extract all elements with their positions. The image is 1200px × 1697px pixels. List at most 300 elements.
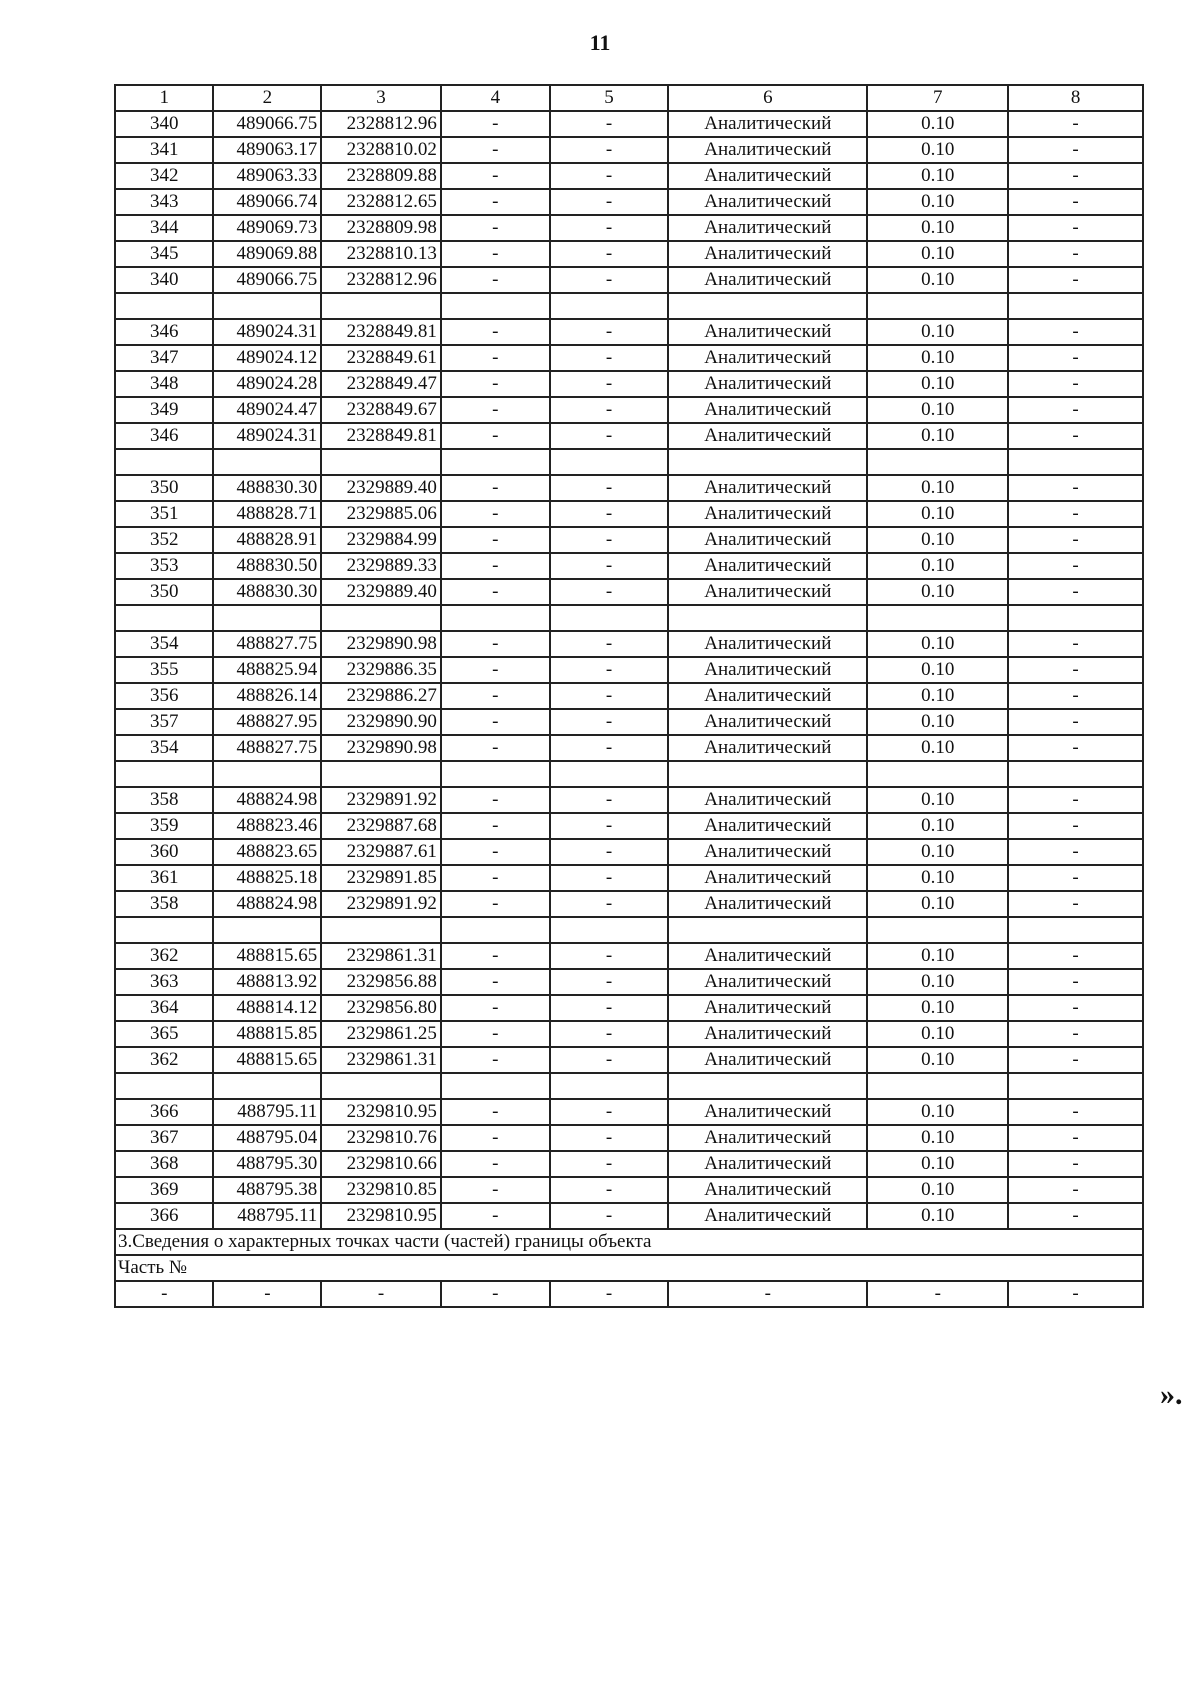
table-cell: Аналитический: [668, 1099, 867, 1125]
table-cell: -: [550, 683, 668, 709]
table-cell: Аналитический: [668, 1177, 867, 1203]
table-cell: Аналитический: [668, 1047, 867, 1073]
table-cell: -: [1008, 111, 1143, 137]
table-cell: -: [441, 943, 550, 969]
column-header: 3: [321, 85, 441, 111]
table-cell: 0.10: [867, 579, 1008, 605]
table-cell: Аналитический: [668, 215, 867, 241]
table-cell: 0.10: [867, 241, 1008, 267]
table-cell: -: [1008, 891, 1143, 917]
table-cell: 0.10: [867, 631, 1008, 657]
table-cell: [550, 605, 668, 631]
table-cell: 365: [115, 1021, 213, 1047]
table-cell: -: [1008, 683, 1143, 709]
table-cell: -: [1008, 735, 1143, 761]
table-cell: -: [550, 423, 668, 449]
table-cell: 0.10: [867, 1125, 1008, 1151]
table-cell: -: [550, 865, 668, 891]
table-cell: -: [1008, 813, 1143, 839]
table-cell: -: [1008, 241, 1143, 267]
table-cell: -: [550, 163, 668, 189]
separator-row: [115, 605, 1143, 631]
table-cell: 341: [115, 137, 213, 163]
table-cell: -: [1008, 657, 1143, 683]
table-cell: -: [1008, 397, 1143, 423]
page-number: 11: [589, 30, 611, 55]
table-cell: [1008, 605, 1143, 631]
table-cell: 488815.85: [213, 1021, 321, 1047]
table-cell: [441, 1073, 550, 1099]
table-cell: [441, 917, 550, 943]
table-cell: 2329885.06: [321, 501, 441, 527]
table-cell: -: [441, 397, 550, 423]
table-cell: 488795.38: [213, 1177, 321, 1203]
table-cell: -: [1008, 969, 1143, 995]
table-cell: 489066.75: [213, 267, 321, 293]
table-cell: -: [441, 475, 550, 501]
table-cell: 342: [115, 163, 213, 189]
table-cell: 488828.71: [213, 501, 321, 527]
table-row: [115, 943, 1143, 969]
table-cell: Аналитический: [668, 657, 867, 683]
table-cell: -: [441, 111, 550, 137]
table-cell: 2328849.67: [321, 397, 441, 423]
table-cell: -: [550, 345, 668, 371]
table-row: [115, 319, 1143, 345]
table-cell: 488795.04: [213, 1125, 321, 1151]
table-cell: 368: [115, 1151, 213, 1177]
table-cell: Аналитический: [668, 579, 867, 605]
table-cell: -: [550, 1099, 668, 1125]
table-cell: 0.10: [867, 969, 1008, 995]
table-cell: 340: [115, 111, 213, 137]
header-row: [115, 85, 1143, 111]
table-cell: -: [1008, 423, 1143, 449]
table-cell: -: [1008, 319, 1143, 345]
table-cell: Аналитический: [668, 969, 867, 995]
table-cell: 0.10: [867, 813, 1008, 839]
table-cell: 0.10: [867, 397, 1008, 423]
table-cell: 489063.17: [213, 137, 321, 163]
table-cell: 488828.91: [213, 527, 321, 553]
table-cell: -: [441, 345, 550, 371]
table-row: [115, 709, 1143, 735]
table-cell: -: [441, 1151, 550, 1177]
table-cell: 0.10: [867, 111, 1008, 137]
table-cell: 2329887.68: [321, 813, 441, 839]
table-cell: -: [550, 657, 668, 683]
table-cell: 2329891.85: [321, 865, 441, 891]
table-cell: 2329810.95: [321, 1099, 441, 1125]
table-cell: 489066.75: [213, 111, 321, 137]
separator-row: [115, 293, 1143, 319]
table-cell: -: [441, 1047, 550, 1073]
table-cell: Аналитический: [668, 189, 867, 215]
table-cell: 2329861.25: [321, 1021, 441, 1047]
table-row: [115, 1125, 1143, 1151]
table-cell: -: [441, 1021, 550, 1047]
table-cell: 358: [115, 787, 213, 813]
table-cell: Аналитический: [668, 241, 867, 267]
table-cell: 0.10: [867, 501, 1008, 527]
table-cell: -: [1008, 631, 1143, 657]
table-cell: -: [441, 189, 550, 215]
table-cell: 488815.65: [213, 1047, 321, 1073]
table-cell: Аналитический: [668, 527, 867, 553]
table-cell: 0.10: [867, 683, 1008, 709]
table-cell: Аналитический: [668, 501, 867, 527]
table-cell: [441, 605, 550, 631]
table-cell: 488827.95: [213, 709, 321, 735]
table-cell: 0.10: [867, 319, 1008, 345]
table-cell: -: [441, 215, 550, 241]
table-row: [115, 371, 1143, 397]
table-row: [115, 735, 1143, 761]
table-cell: 488823.65: [213, 839, 321, 865]
table-row: [115, 969, 1143, 995]
table-cell: -: [550, 215, 668, 241]
table-cell: 489066.74: [213, 189, 321, 215]
table-cell: -: [1008, 995, 1143, 1021]
column-header: 8: [1008, 85, 1143, 111]
table-cell: -: [1008, 1203, 1143, 1229]
table-cell: 0.10: [867, 865, 1008, 891]
table-cell: 0.10: [867, 423, 1008, 449]
table-cell: [668, 449, 867, 475]
table-cell: 0.10: [867, 371, 1008, 397]
table-row: [115, 163, 1143, 189]
table-cell: -: [441, 683, 550, 709]
table-cell: [867, 761, 1008, 787]
table-cell: 0.10: [867, 553, 1008, 579]
table-cell: 340: [115, 267, 213, 293]
table-cell: 488824.98: [213, 891, 321, 917]
table-cell: -: [1008, 1125, 1143, 1151]
table-row: [115, 423, 1143, 449]
table-cell: Аналитический: [668, 865, 867, 891]
table-cell: 354: [115, 631, 213, 657]
table-cell: -: [550, 735, 668, 761]
table-cell: Аналитический: [668, 1125, 867, 1151]
table-cell: -: [1008, 1021, 1143, 1047]
table-cell: 346: [115, 319, 213, 345]
table-cell: [1008, 761, 1143, 787]
table-cell: Аналитический: [668, 709, 867, 735]
table-cell: [867, 605, 1008, 631]
table-row: [115, 215, 1143, 241]
table-row: [115, 501, 1143, 527]
table-cell: -: [1008, 553, 1143, 579]
table-row: [115, 787, 1143, 813]
column-header: 6: [668, 85, 867, 111]
table-cell: 356: [115, 683, 213, 709]
table-cell: [441, 449, 550, 475]
table-row: [115, 839, 1143, 865]
table-cell: [441, 293, 550, 319]
table-cell: 488815.65: [213, 943, 321, 969]
table-cell: -: [867, 1281, 1008, 1307]
table-cell: [668, 605, 867, 631]
table-cell: Аналитический: [668, 1203, 867, 1229]
table-cell: -: [441, 735, 550, 761]
table-cell: [1008, 917, 1143, 943]
table-cell: -: [1008, 345, 1143, 371]
table-cell: -: [441, 319, 550, 345]
table-cell: Аналитический: [668, 111, 867, 137]
table-cell: -: [1008, 839, 1143, 865]
table-cell: Аналитический: [668, 995, 867, 1021]
table-cell: 2329887.61: [321, 839, 441, 865]
table-cell: -: [550, 631, 668, 657]
table-cell: -: [441, 501, 550, 527]
table-cell: -: [550, 527, 668, 553]
table-cell: [321, 1073, 441, 1099]
table-cell: 358: [115, 891, 213, 917]
table-cell: Аналитический: [668, 683, 867, 709]
table-cell: 366: [115, 1099, 213, 1125]
table-cell: Аналитический: [668, 553, 867, 579]
table-cell: Аналитический: [668, 813, 867, 839]
table-cell: -: [668, 1281, 867, 1307]
table-cell: -: [441, 1099, 550, 1125]
table-row: [115, 579, 1143, 605]
table-cell: [321, 293, 441, 319]
table-row: [115, 1177, 1143, 1203]
table-cell: 349: [115, 397, 213, 423]
table-cell: -: [550, 787, 668, 813]
table-cell: [213, 293, 321, 319]
table-row: [115, 1099, 1143, 1125]
table-cell: 2329810.76: [321, 1125, 441, 1151]
table-cell: 2328810.13: [321, 241, 441, 267]
table-cell: 2329861.31: [321, 943, 441, 969]
table-cell: -: [1008, 943, 1143, 969]
table-cell: 348: [115, 371, 213, 397]
table-cell: -: [441, 787, 550, 813]
table-cell: Аналитический: [668, 397, 867, 423]
table-cell: [550, 917, 668, 943]
table-cell: 488795.11: [213, 1099, 321, 1125]
table-cell: [321, 761, 441, 787]
table-cell: [550, 449, 668, 475]
table-cell: 489063.33: [213, 163, 321, 189]
table-cell: -: [321, 1281, 441, 1307]
table-cell: 363: [115, 969, 213, 995]
table-cell: 352: [115, 527, 213, 553]
table-cell: 2329810.85: [321, 1177, 441, 1203]
table-cell: 488813.92: [213, 969, 321, 995]
table-cell: 0.10: [867, 1151, 1008, 1177]
section-title-row: [115, 1229, 1143, 1255]
table-cell: [321, 917, 441, 943]
table-cell: -: [1008, 865, 1143, 891]
table-cell: 2329891.92: [321, 787, 441, 813]
table-cell: 2329861.31: [321, 1047, 441, 1073]
table-cell: 355: [115, 657, 213, 683]
table-cell: -: [550, 579, 668, 605]
table-cell: 488825.94: [213, 657, 321, 683]
table-cell: 488827.75: [213, 735, 321, 761]
table-row: [115, 1203, 1143, 1229]
table-cell: -: [550, 1203, 668, 1229]
table-cell: -: [550, 839, 668, 865]
table-cell: [550, 1073, 668, 1099]
table-cell: 2329810.95: [321, 1203, 441, 1229]
table-cell: 2328809.98: [321, 215, 441, 241]
table-cell: -: [115, 1281, 213, 1307]
table-cell: 488830.50: [213, 553, 321, 579]
table-cell: -: [441, 865, 550, 891]
table-cell: [213, 917, 321, 943]
table-cell: 0.10: [867, 1099, 1008, 1125]
table-cell: Аналитический: [668, 943, 867, 969]
table-cell: 364: [115, 995, 213, 1021]
column-header: 4: [441, 85, 550, 111]
final-row: [115, 1281, 1143, 1307]
table-cell: 2329891.92: [321, 891, 441, 917]
table-row: [115, 865, 1143, 891]
table-cell: -: [1008, 579, 1143, 605]
table-cell: 2328812.65: [321, 189, 441, 215]
table-row: [115, 1021, 1143, 1047]
closing-quote: ».: [1160, 1378, 1183, 1411]
table-row: [115, 397, 1143, 423]
table-row: [115, 1151, 1143, 1177]
table-cell: -: [550, 241, 668, 267]
table-cell: -: [550, 397, 668, 423]
table-row: [115, 527, 1143, 553]
table-cell: 0.10: [867, 1177, 1008, 1203]
table-cell: 344: [115, 215, 213, 241]
table-cell: -: [441, 631, 550, 657]
table-row: [115, 683, 1143, 709]
table-cell: 0.10: [867, 189, 1008, 215]
table-cell: [1008, 449, 1143, 475]
table-cell: -: [550, 1125, 668, 1151]
table-cell: 0.10: [867, 709, 1008, 735]
table-cell: -: [441, 1281, 550, 1307]
table-cell: [213, 761, 321, 787]
table-cell: Аналитический: [668, 371, 867, 397]
table-cell: -: [1008, 215, 1143, 241]
table-cell: -: [441, 163, 550, 189]
table-cell: -: [441, 579, 550, 605]
table-cell: Аналитический: [668, 787, 867, 813]
part-label-row: [115, 1255, 1143, 1281]
table-cell: 369: [115, 1177, 213, 1203]
table-cell: 2329890.90: [321, 709, 441, 735]
table-row: [115, 267, 1143, 293]
table-cell: [115, 293, 213, 319]
table-row: [115, 553, 1143, 579]
table-cell: 2329886.35: [321, 657, 441, 683]
table-cell: -: [1008, 709, 1143, 735]
table-cell: -: [1008, 1177, 1143, 1203]
table-cell: Аналитический: [668, 1151, 867, 1177]
separator-row: [115, 1073, 1143, 1099]
table-cell: -: [1008, 787, 1143, 813]
table-cell: 488827.75: [213, 631, 321, 657]
table-cell: -: [1008, 371, 1143, 397]
table-row: [115, 631, 1143, 657]
table-cell: Аналитический: [668, 267, 867, 293]
table-cell: Аналитический: [668, 137, 867, 163]
column-header: 7: [867, 85, 1008, 111]
table-cell: [115, 1073, 213, 1099]
table-cell: Аналитический: [668, 631, 867, 657]
table-cell: -: [550, 553, 668, 579]
table-cell: -: [441, 995, 550, 1021]
table-cell: 488825.18: [213, 865, 321, 891]
table-cell: -: [550, 1177, 668, 1203]
table-cell: 488823.46: [213, 813, 321, 839]
table-cell: Аналитический: [668, 735, 867, 761]
table-cell: -: [550, 1281, 668, 1307]
table-cell: -: [441, 969, 550, 995]
table-cell: -: [550, 111, 668, 137]
table-cell: 343: [115, 189, 213, 215]
table-cell: 2328812.96: [321, 267, 441, 293]
table-cell: -: [441, 137, 550, 163]
table-cell: [321, 449, 441, 475]
table-cell: Аналитический: [668, 475, 867, 501]
table-cell: [867, 293, 1008, 319]
table-cell: 489069.88: [213, 241, 321, 267]
table-cell: [867, 1073, 1008, 1099]
table-cell: -: [550, 709, 668, 735]
table-cell: -: [1008, 137, 1143, 163]
table-cell: -: [550, 995, 668, 1021]
table-cell: [441, 761, 550, 787]
table-row: [115, 475, 1143, 501]
table-cell: -: [1008, 527, 1143, 553]
table-cell: 488830.30: [213, 579, 321, 605]
table-cell: 2328849.81: [321, 319, 441, 345]
table-cell: -: [550, 1047, 668, 1073]
table-cell: -: [550, 813, 668, 839]
table-cell: [668, 1073, 867, 1099]
table-cell: Аналитический: [668, 423, 867, 449]
table-cell: -: [1008, 1099, 1143, 1125]
table-cell: 488830.30: [213, 475, 321, 501]
table-cell: Аналитический: [668, 1021, 867, 1047]
table-cell: 0.10: [867, 891, 1008, 917]
table-cell: 353: [115, 553, 213, 579]
table-cell: -: [550, 475, 668, 501]
table-cell: -: [1008, 163, 1143, 189]
table-cell: 2329890.98: [321, 735, 441, 761]
table-cell: 2329856.80: [321, 995, 441, 1021]
table-cell: 347: [115, 345, 213, 371]
table-row: [115, 345, 1143, 371]
table-cell: 367: [115, 1125, 213, 1151]
table-cell: -: [1008, 475, 1143, 501]
table-cell: -: [441, 813, 550, 839]
part-label: Часть №: [115, 1255, 1143, 1281]
table-cell: -: [550, 1151, 668, 1177]
coordinates-table: [114, 84, 1144, 1308]
table-cell: [115, 605, 213, 631]
table-cell: -: [550, 371, 668, 397]
table-cell: -: [441, 709, 550, 735]
table-cell: 0.10: [867, 475, 1008, 501]
table-cell: Аналитический: [668, 163, 867, 189]
table-cell: [668, 293, 867, 319]
table-cell: -: [1008, 1047, 1143, 1073]
table-cell: 2329890.98: [321, 631, 441, 657]
table-cell: -: [441, 527, 550, 553]
section-title: 3.Сведения о характерных точках части (частей) границы объекта: [115, 1229, 1143, 1255]
